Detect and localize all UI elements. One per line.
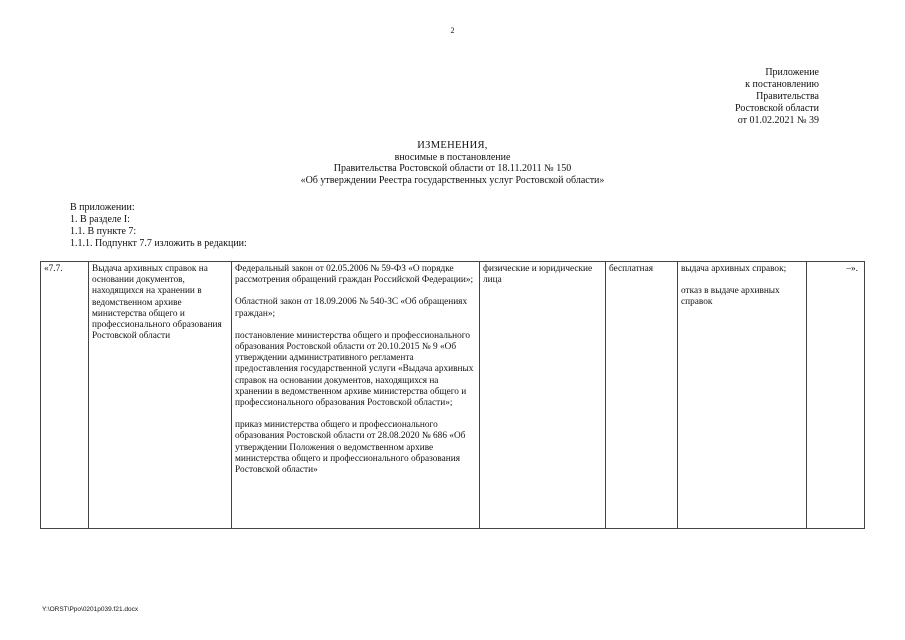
result-item: выдача архивных справок; [681, 264, 787, 274]
file-path-footer: Y:\ORST\Ppo\0201p039.f21.docx [42, 606, 139, 613]
page-number: 2 [450, 26, 455, 35]
cell-number: «7.7. [41, 262, 89, 529]
legal-basis-item: Федеральный закон от 02.05.2006 № 59-ФЗ «О порядке рассмотрения обращений граждан Российской Федерации»; [235, 264, 474, 286]
result-item: отказ в выдаче архивных справок [681, 286, 780, 308]
legal-basis-item: постановление министерства общего и профессионального образования Ростовской области от 20.10.2015 № 9 «Об утверждении административного регламента предоставления государственной услуги «Выдача архивных справок на основании документов, находящихся на хранении в ведомственном архиве министерства общего и профессионального образования Ростовской области»; [235, 330, 474, 409]
intro-line: 1. В разделе I: [70, 214, 130, 225]
intro-line: 1.1.1. Подпункт 7.7 изложить в редакции: [70, 238, 247, 249]
intro-line: В приложении: [70, 202, 135, 213]
appendix-line: Приложение [765, 67, 819, 78]
heading-line: «Об утверждении Реестра государственных услуг Ростовской области» [300, 174, 605, 186]
heading-line: Правительства Ростовской области от 18.11.2011 № 150 [333, 163, 572, 174]
appendix-line: к постановлению [745, 79, 819, 90]
heading-line: вносимые в постановление [394, 151, 511, 163]
cell-legal-basis [232, 262, 480, 529]
table-row [41, 262, 865, 529]
legal-basis-item: Областной закон от 18.09.2006 № 540-ЗС «Об обращениях граждан»; [235, 297, 468, 319]
appendix-line: Правительства [756, 91, 819, 102]
appendix-note [735, 67, 819, 127]
cell-results [678, 262, 807, 529]
cell-payment: бесплатная [606, 262, 678, 529]
appendix-line: Ростовской области [735, 103, 819, 114]
cell-recipients: физические и юридические лица [480, 262, 606, 529]
appendix-line: от 01.02.2021 № 39 [737, 115, 819, 126]
cell-closing: –». [807, 262, 865, 529]
intro-line: 1.1. В пункте 7: [70, 226, 137, 237]
cell-service-name: Выдача архивных справок на основании документов, находящихся на хранении в ведомственном архиве министерства общего и профессионального образования Ростовской области [89, 262, 232, 529]
intro-text [70, 202, 247, 250]
document-heading [0, 140, 905, 186]
changes-table [40, 261, 865, 529]
legal-basis-item: приказ министерства общего и профессионального образования Ростовской области от 28.08.2020 № 686 «Об утверждении Положения о ведомственном архиве министерства общего и профессионального образования Ростовской области» [235, 420, 466, 476]
heading-title: ИЗМЕНЕНИЯ, [417, 140, 488, 151]
